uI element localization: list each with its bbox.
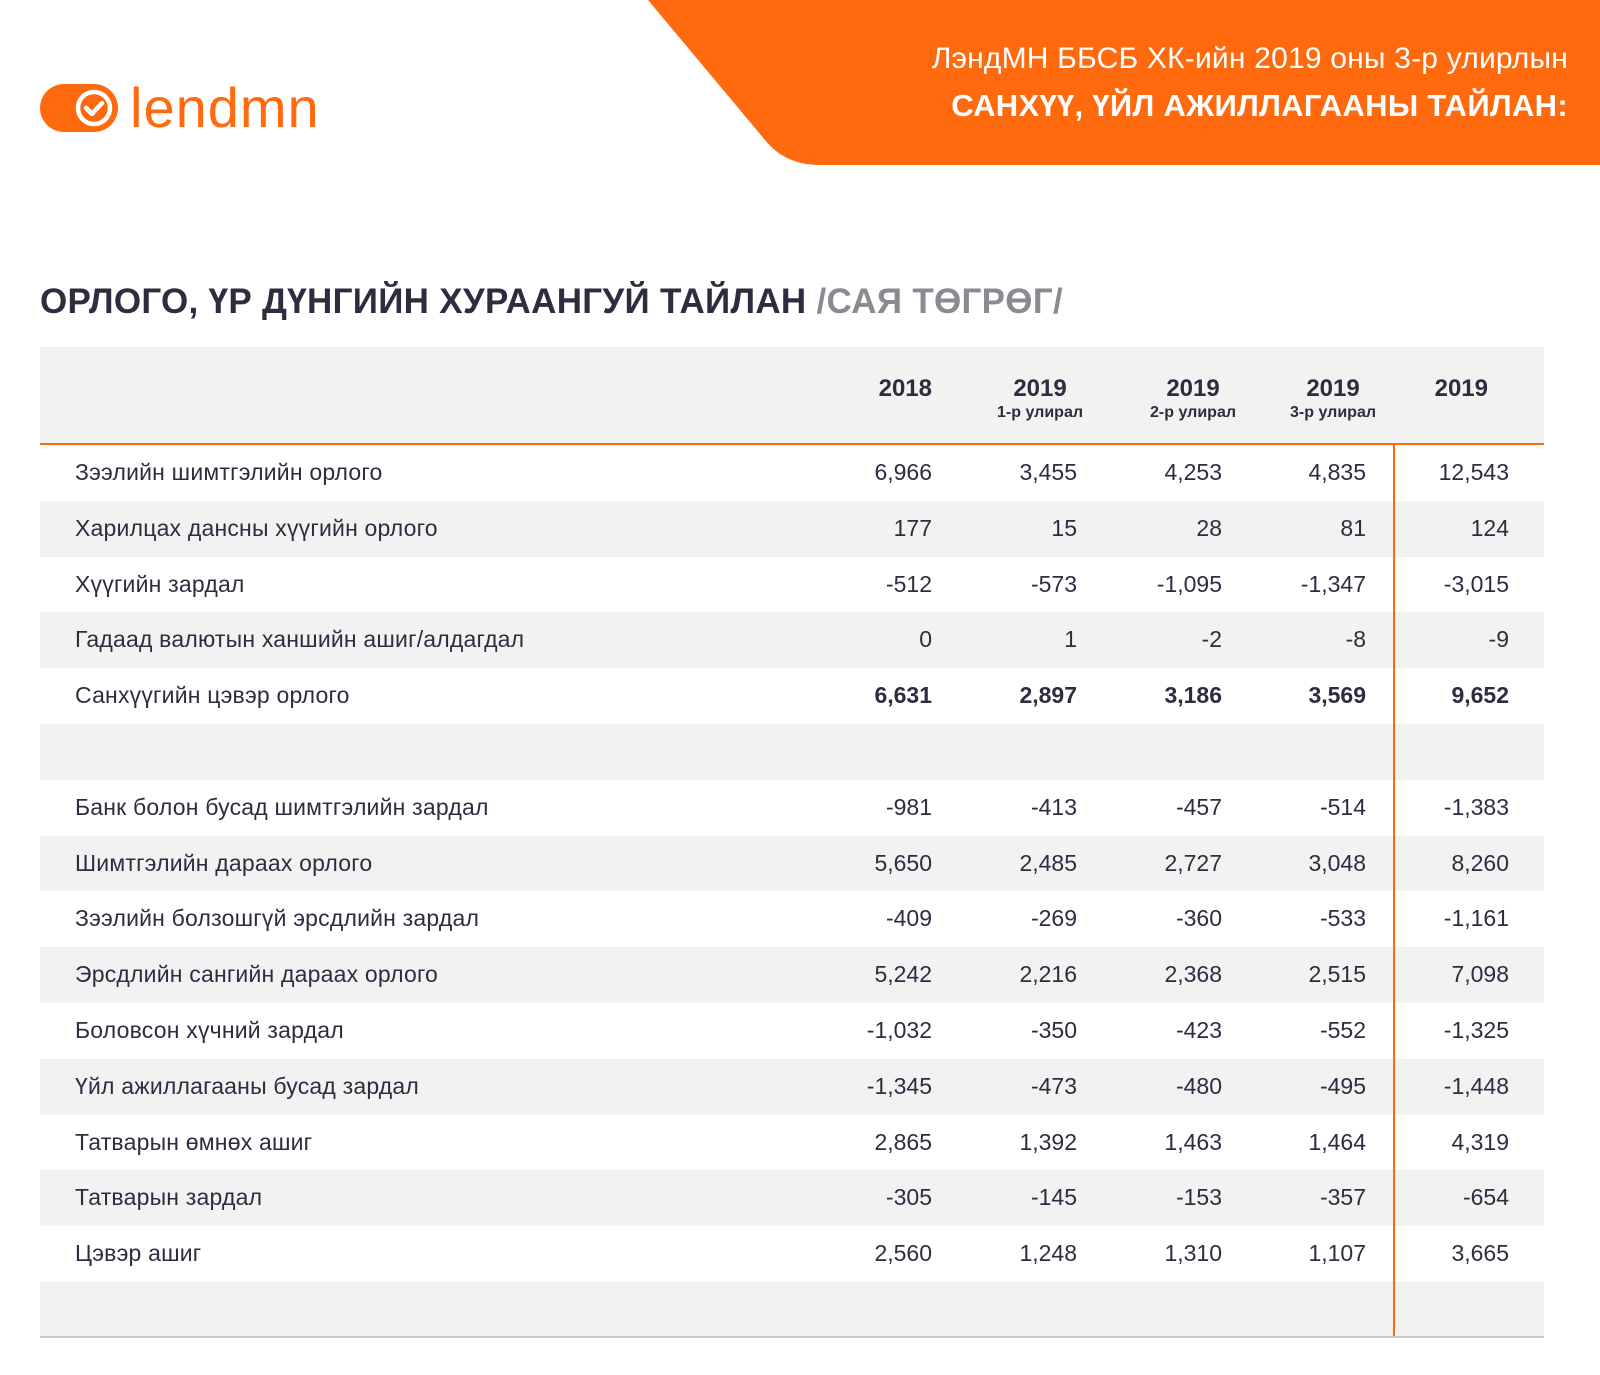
row-label: Банк болон бусад шимтгэлийн зардал bbox=[75, 793, 489, 820]
cell-value: 3,569 bbox=[1308, 682, 1366, 709]
cell-value: -473 bbox=[1030, 1072, 1077, 1099]
cell-value: -350 bbox=[1030, 1016, 1077, 1043]
total-column-divider bbox=[1393, 445, 1395, 1338]
row-label: Эрсдлийн сангийн дараах орлого bbox=[75, 961, 439, 988]
cell-value: -409 bbox=[885, 905, 932, 932]
cell-value: 5,242 bbox=[874, 961, 932, 988]
cell-value: 15 bbox=[1051, 514, 1077, 541]
table-row bbox=[40, 445, 1544, 501]
table-row bbox=[40, 1170, 1544, 1226]
cell-value: 177 bbox=[893, 514, 932, 541]
cell-value: 1,464 bbox=[1308, 1128, 1366, 1155]
cell-value: -512 bbox=[885, 570, 932, 597]
cell-value: -357 bbox=[1319, 1184, 1366, 1211]
table-row bbox=[40, 1003, 1544, 1059]
cell-value: 12,543 bbox=[1438, 459, 1509, 485]
cell-value: 1,392 bbox=[1019, 1128, 1077, 1155]
table-row bbox=[40, 891, 1544, 947]
cell-value: 4,835 bbox=[1308, 459, 1366, 485]
row-label: Харилцах дансны хүүгийн орлого bbox=[75, 514, 438, 541]
cell-value: -153 bbox=[1175, 1184, 1222, 1211]
row-label: Зээлийн болзошгүй эрсдлийн зардал bbox=[75, 905, 480, 932]
column-header: 2019 bbox=[1434, 375, 1488, 402]
checkmark-icon bbox=[40, 84, 118, 132]
cell-value: 1,107 bbox=[1308, 1240, 1366, 1267]
cell-value: 2,560 bbox=[874, 1240, 932, 1267]
title-unit: /САЯ ТӨГРӨГ/ bbox=[816, 282, 1063, 321]
table-row bbox=[40, 1115, 1544, 1171]
cell-value: -552 bbox=[1319, 1016, 1366, 1043]
income-statement-table bbox=[40, 347, 1544, 1338]
cell-value: 9,652 bbox=[1451, 682, 1509, 709]
cell-value: 2,368 bbox=[1164, 961, 1222, 988]
table-row bbox=[40, 780, 1544, 836]
cell-value: -9 bbox=[1488, 626, 1509, 653]
cell-value: 2,515 bbox=[1308, 961, 1366, 988]
table-bottom-border bbox=[40, 1336, 1544, 1338]
cell-value: -1,032 bbox=[866, 1016, 932, 1043]
table-row bbox=[40, 1226, 1544, 1282]
cell-value: -360 bbox=[1175, 905, 1222, 932]
cell-value: -1,383 bbox=[1443, 793, 1509, 820]
cell-value: -3,015 bbox=[1443, 570, 1509, 597]
row-label: Шимтгэлийн дараах орлого bbox=[75, 849, 373, 876]
row-label: Үйл ажиллагааны бусад зардал bbox=[75, 1072, 420, 1099]
cell-value: -457 bbox=[1175, 793, 1222, 820]
cell-value: 81 bbox=[1340, 514, 1366, 541]
cell-value: -423 bbox=[1175, 1016, 1222, 1043]
row-label: Боловсон хүчний зардал bbox=[75, 1016, 344, 1043]
cell-value: -1,161 bbox=[1443, 905, 1509, 932]
row-label: Хүүгийн зардал bbox=[75, 570, 245, 597]
table-row-spacer bbox=[40, 724, 1544, 780]
table-header bbox=[40, 347, 1544, 445]
row-label: Санхүүгийн цэвэр орлого bbox=[75, 682, 350, 709]
cell-value: 3,665 bbox=[1451, 1240, 1509, 1267]
cell-value: 2,897 bbox=[1019, 682, 1077, 709]
cell-value: 6,631 bbox=[874, 682, 932, 709]
row-label: Цэвэр ашиг bbox=[75, 1240, 202, 1267]
row-label: Татварын зардал bbox=[75, 1184, 263, 1211]
column-header: 2019 3-р улирал bbox=[1290, 375, 1376, 421]
report-subtitle: ЛэндМН ББСБ ХК-ийн 2019 оны 3-р улирлын bbox=[931, 42, 1568, 75]
cell-value: 3,186 bbox=[1164, 682, 1222, 709]
cell-value: -514 bbox=[1319, 793, 1366, 820]
cell-value: -480 bbox=[1175, 1072, 1222, 1099]
cell-value: -269 bbox=[1030, 905, 1077, 932]
title-main: ОРЛОГО, ҮР ДҮНГИЙН ХУРААНГУЙ ТАЙЛАН bbox=[40, 282, 807, 321]
cell-value: -573 bbox=[1030, 570, 1077, 597]
cell-value: -1,095 bbox=[1156, 570, 1222, 597]
table-row bbox=[40, 501, 1544, 557]
cell-value: 6,966 bbox=[874, 459, 932, 485]
cell-value: 1 bbox=[1064, 626, 1077, 653]
cell-value: -305 bbox=[885, 1184, 932, 1211]
cell-value: 1,248 bbox=[1019, 1240, 1077, 1267]
cell-value: -1,347 bbox=[1300, 570, 1366, 597]
cell-value: 1,310 bbox=[1164, 1240, 1222, 1267]
cell-value: -495 bbox=[1319, 1072, 1366, 1099]
table-row bbox=[40, 947, 1544, 1003]
table-row bbox=[40, 836, 1544, 892]
logo bbox=[40, 78, 320, 138]
cell-value: 3,048 bbox=[1308, 849, 1366, 876]
logo-text: lendmn bbox=[130, 76, 320, 139]
cell-value: 2,216 bbox=[1019, 961, 1077, 988]
cell-value: 2,485 bbox=[1019, 849, 1077, 876]
table-row bbox=[40, 612, 1544, 668]
column-header: 2019 1-р улирал bbox=[997, 375, 1083, 421]
row-label: Татварын өмнөх ашиг bbox=[75, 1128, 313, 1155]
table-row-total bbox=[40, 668, 1544, 724]
page-title bbox=[40, 282, 1063, 322]
cell-value: -654 bbox=[1462, 1184, 1509, 1211]
column-header: 2018 bbox=[878, 375, 932, 402]
cell-value: -2 bbox=[1201, 626, 1222, 653]
row-label: Гадаад валютын ханшийн ашиг/алдагдал bbox=[75, 626, 525, 653]
cell-value: 1,463 bbox=[1164, 1128, 1222, 1155]
cell-value: -1,325 bbox=[1443, 1016, 1509, 1043]
cell-value: 5,650 bbox=[874, 849, 932, 876]
cell-value: -8 bbox=[1345, 626, 1366, 653]
cell-value: -145 bbox=[1030, 1184, 1077, 1211]
cell-value: -533 bbox=[1319, 905, 1366, 932]
cell-value: 124 bbox=[1470, 514, 1509, 541]
cell-value: 8,260 bbox=[1451, 849, 1509, 876]
cell-value: -413 bbox=[1030, 793, 1077, 820]
cell-value: 2,865 bbox=[874, 1128, 932, 1155]
cell-value: 2,727 bbox=[1164, 849, 1222, 876]
cell-value: 0 bbox=[919, 626, 932, 653]
table-row bbox=[40, 557, 1544, 613]
report-title: САНХҮҮ, ҮЙЛ АЖИЛЛАГААНЫ ТАЙЛАН: bbox=[951, 88, 1568, 123]
cell-value: -981 bbox=[885, 793, 932, 820]
row-label: Зээлийн шимтгэлийн орлого bbox=[75, 459, 383, 485]
cell-value: -1,448 bbox=[1443, 1072, 1509, 1099]
cell-value: -1,345 bbox=[866, 1072, 932, 1099]
cell-value: 28 bbox=[1196, 514, 1222, 541]
cell-value: 4,319 bbox=[1451, 1128, 1509, 1155]
table-row bbox=[40, 1059, 1544, 1115]
cell-value: 7,098 bbox=[1451, 961, 1509, 988]
cell-value: 4,253 bbox=[1164, 459, 1222, 485]
column-header: 2019 2-р улирал bbox=[1150, 375, 1236, 421]
cell-value: 3,455 bbox=[1019, 459, 1077, 485]
table-row-spacer bbox=[40, 1282, 1544, 1338]
